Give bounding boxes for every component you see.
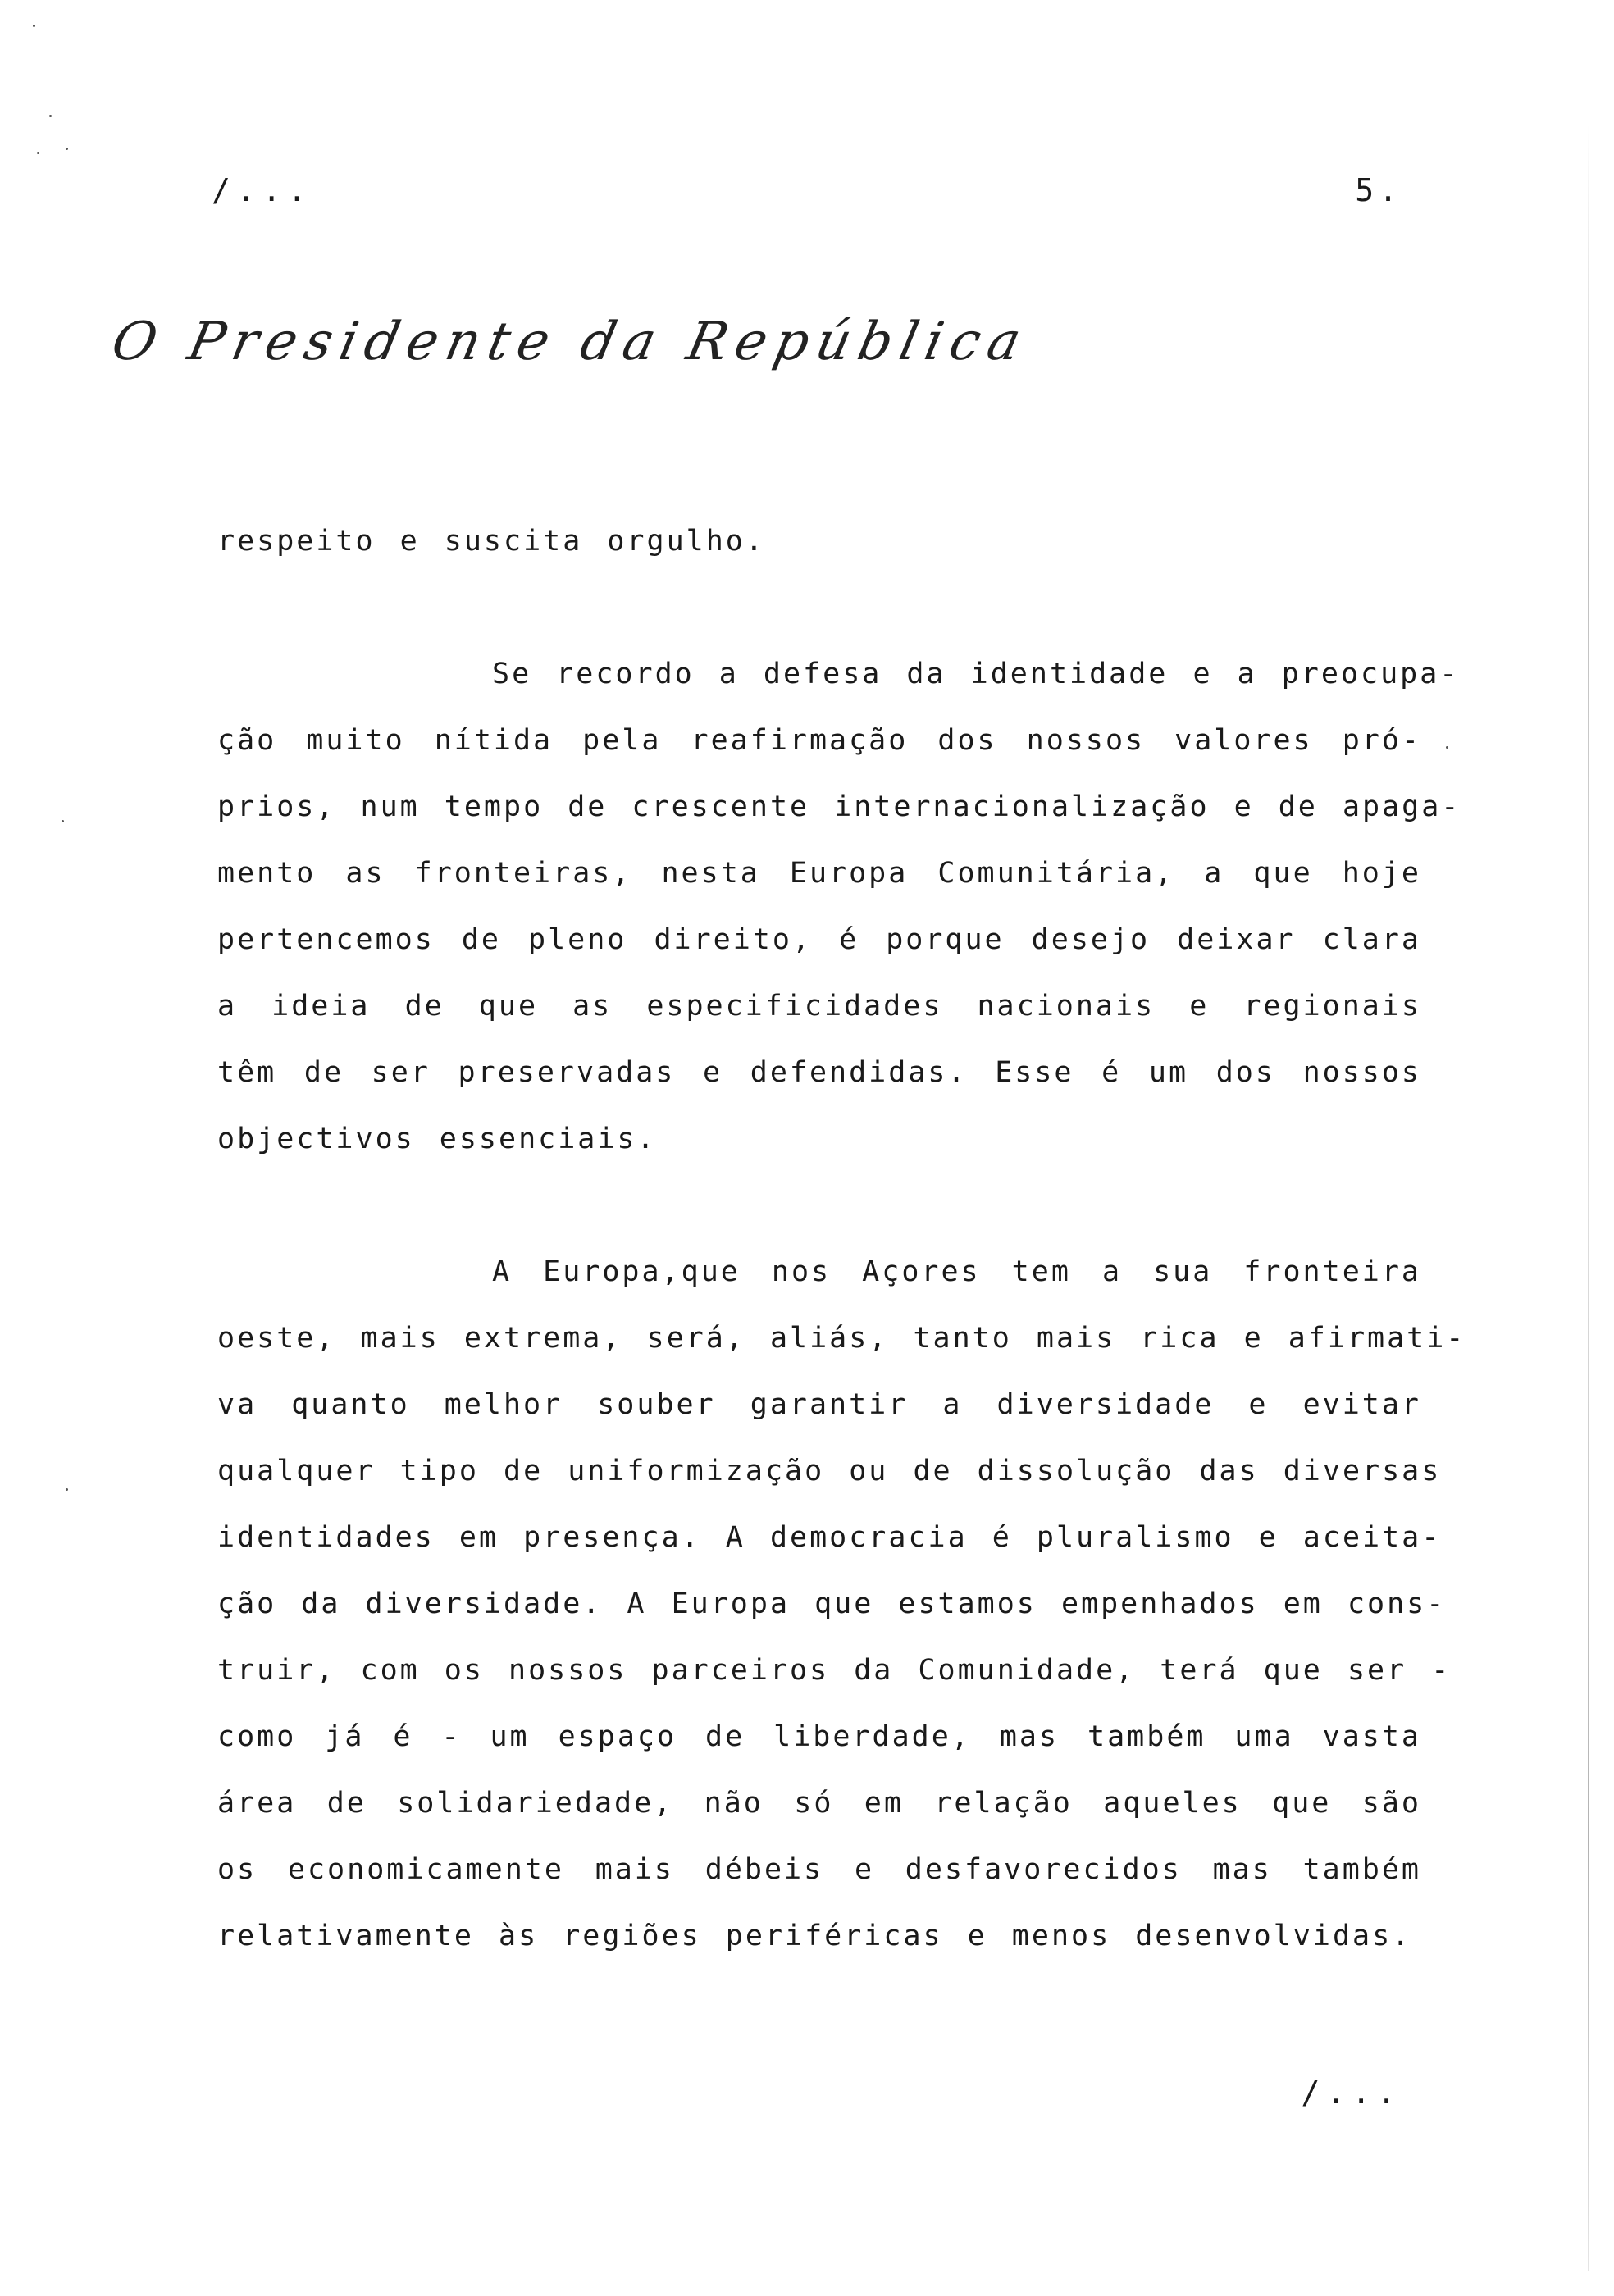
paragraph-gap xyxy=(217,575,1421,641)
text-line: truir, com os nossos parceiros da Comunidade, terá que ser - xyxy=(217,1654,1452,1687)
text-line: pertencemos de pleno direito, é porque desejo deixar clara xyxy=(217,923,1421,956)
text-line: ção muito nítida pela reafirmação dos nossos valores pró- xyxy=(217,724,1421,757)
text-line: prios, num tempo de crescente internacionalização e de apaga- xyxy=(217,790,1461,823)
text-line: como já é - um espaço de liberdade, mas também uma vasta xyxy=(217,1720,1421,1753)
text-line: Se recordo a defesa da identidade e a preocupa- xyxy=(492,658,1460,690)
scan-speck xyxy=(33,25,35,27)
text-line: qualquer tipo de uniformização ou de dissolução das diversas xyxy=(217,1455,1442,1487)
text-line: oeste, mais extrema, será, aliás, tanto mais rica e afirmati- xyxy=(217,1322,1466,1355)
text-line: ção da diversidade. A Europa que estamos empenhados em cons- xyxy=(217,1588,1447,1620)
text-line: os economicamente mais débeis e desfavorecidos mas também xyxy=(217,1853,1421,1886)
scan-edge-line xyxy=(1588,123,1589,2271)
paragraph-gap xyxy=(217,1173,1421,1239)
scan-speck xyxy=(49,115,52,117)
scan-speck xyxy=(66,148,68,150)
footer-continuation-mark: /... xyxy=(1301,2075,1402,2111)
text-line: objectivos essenciais. xyxy=(217,1123,657,1155)
text-line: têm de ser preservadas e defendidas. Esse é um dos nossos xyxy=(217,1056,1421,1089)
page-number: 5. xyxy=(1355,172,1402,208)
scan-speck xyxy=(66,1488,68,1491)
text-line: va quanto melhor souber garantir a diversidade e evitar xyxy=(217,1388,1421,1421)
document-body xyxy=(217,508,1466,1970)
scan-speck xyxy=(37,152,39,154)
text-line: mento as fronteiras, nesta Europa Comunitária, a que hoje xyxy=(217,857,1421,890)
text-line: a ideia de que as especificidades nacionais e regionais xyxy=(217,990,1421,1023)
scan-speck xyxy=(62,820,64,822)
text-line: A Europa,que nos Açores tem a sua fronteira xyxy=(492,1255,1421,1288)
text-line: área de solidariedade, não só em relação aqueles que são xyxy=(217,1787,1421,1820)
header-continuation-mark: /... xyxy=(212,172,313,208)
text-line: identidades em presença. A democracia é pluralismo e aceita- xyxy=(217,1521,1442,1554)
text-line: relativamente às regiões periféricas e menos desenvolvidas. xyxy=(217,1920,1412,1952)
scan-speck xyxy=(1446,746,1448,749)
presidential-letterhead: O Presidente da República xyxy=(107,312,1035,372)
text-line: respeito e suscita orgulho. xyxy=(217,525,765,558)
